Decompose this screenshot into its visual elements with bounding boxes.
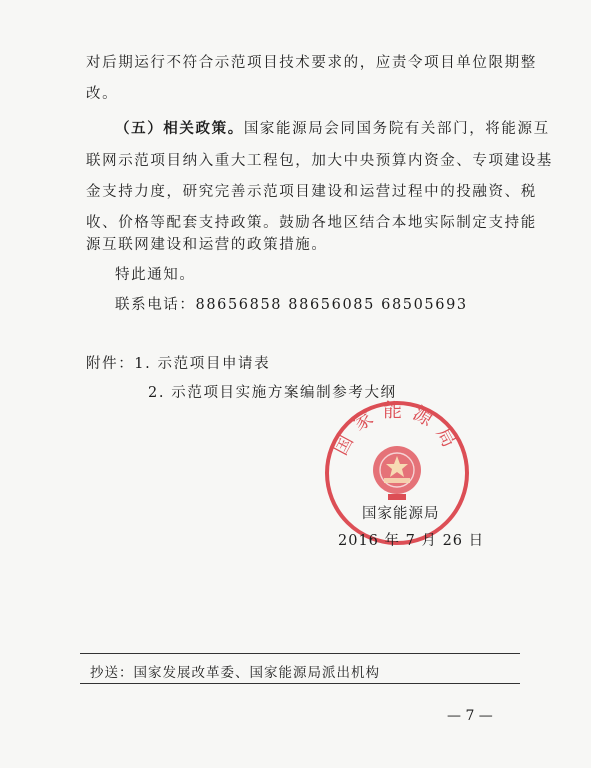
signature-org: 国家能源局 [362, 506, 440, 522]
policy-line-3: 金支持力度，研究完善示范项目建设和运营过程中的投融资、税 [86, 184, 537, 200]
policy-line-1 [115, 120, 550, 138]
contact-line: 联系电话：88656858 88656085 68505693 [115, 297, 468, 313]
policy-heading: （五）相关政策。 [115, 120, 244, 137]
page-number: — 7 — [447, 708, 493, 724]
cc-top-rule [80, 653, 520, 654]
policy-line-5: 源互联网建设和运营的政策措施。 [86, 237, 328, 253]
cc-line: 抄送：国家发展改革委、国家能源局派出机构 [90, 665, 380, 681]
national-emblem-icon [373, 446, 421, 500]
body-line-2: 改。 [86, 86, 119, 102]
notice-line: 特此通知。 [115, 267, 196, 283]
body-line-1: 对后期运行不符合示范项目技术要求的，应责令项目单位限期整 [86, 55, 537, 71]
seal-text: 国家能源局 [329, 399, 465, 459]
signature-date: 2016 年 7 月 26 日 [338, 533, 485, 549]
official-seal [322, 398, 472, 548]
policy-line-2: 联网示范项目纳入重大工程包，加大中央预算内资金、专项建设基 [86, 153, 553, 169]
cc-bottom-rule [80, 683, 520, 684]
attachment-line-2: 2. 示范项目实施方案编制参考大纲 [148, 385, 397, 401]
policy-line-1-text: 国家能源局会同国务院有关部门，将能源互 [243, 121, 550, 137]
policy-line-4: 收、价格等配套支持政策。鼓励各地区结合本地实际制定支持能 [86, 215, 537, 231]
attachment-line-1: 附件：1. 示范项目申请表 [86, 356, 271, 372]
